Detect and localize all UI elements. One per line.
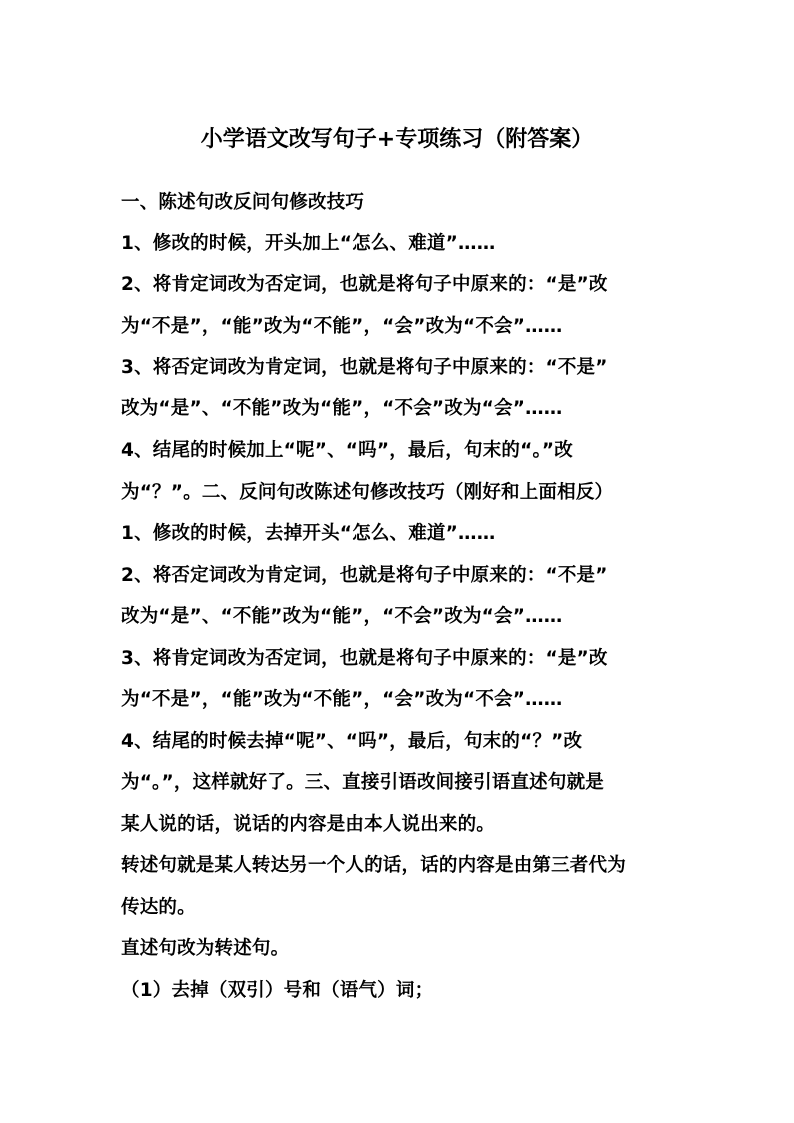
text-line: 改为“是”、“不能”改为“能”，“不会”改为“会”…… bbox=[121, 606, 563, 627]
text-line: 2、将否定词改为肯定词，也就是将句子中原来的：“不是” bbox=[121, 565, 608, 586]
text-line: 转述句就是某人转达另一个人的话，话的内容是由第三者代为 bbox=[121, 855, 626, 876]
text-line: 为“不是”，“能”改为“不能”，“会”改为“不会”…… bbox=[121, 689, 563, 710]
text-line: 为“不是”，“能”改为“不能”，“会”改为“不会”…… bbox=[121, 316, 563, 337]
text-line: 改为“是”、“不能”改为“能”，“不会”改为“会”…… bbox=[121, 398, 563, 419]
text-line: 3、将否定词改为肯定词，也就是将句子中原来的：“不是” bbox=[121, 357, 608, 378]
text-line: （1）去掉（双引）号和（语气）词； bbox=[121, 980, 434, 1001]
text-line: 4、结尾的时候去掉“呢”、“吗”，最后，句末的“？”改 bbox=[121, 731, 583, 752]
text-line: 1、修改的时候，开头加上“怎么、难道”…… bbox=[121, 233, 496, 254]
text-line: 为“。”，这样就好了。三、直接引语改间接引语直述句就是 bbox=[121, 772, 604, 793]
text-line: 1、修改的时候，去掉开头“怎么、难道”…… bbox=[121, 523, 496, 544]
section-heading-1: 一、陈述句改反问句修改技巧 bbox=[121, 192, 365, 213]
text-line: 为“？”。二、反问句改陈述句修改技巧（刚好和上面相反） bbox=[121, 482, 614, 503]
text-line: 3、将肯定词改为否定词，也就是将句子中原来的：“是”改 bbox=[121, 648, 608, 669]
text-line: 传达的。 bbox=[121, 897, 196, 918]
document-title: 小学语文改写句子+专项练习（附答案） bbox=[200, 127, 594, 152]
text-line: 4、结尾的时候加上“呢”、“吗”，最后，句末的“。”改 bbox=[121, 440, 573, 461]
text-line: 直述句改为转述句。 bbox=[121, 938, 290, 959]
text-line: 某人说的话，说话的内容是由本人说出来的。 bbox=[121, 814, 496, 835]
text-line: 2、将肯定词改为否定词，也就是将句子中原来的：“是”改 bbox=[121, 274, 608, 295]
